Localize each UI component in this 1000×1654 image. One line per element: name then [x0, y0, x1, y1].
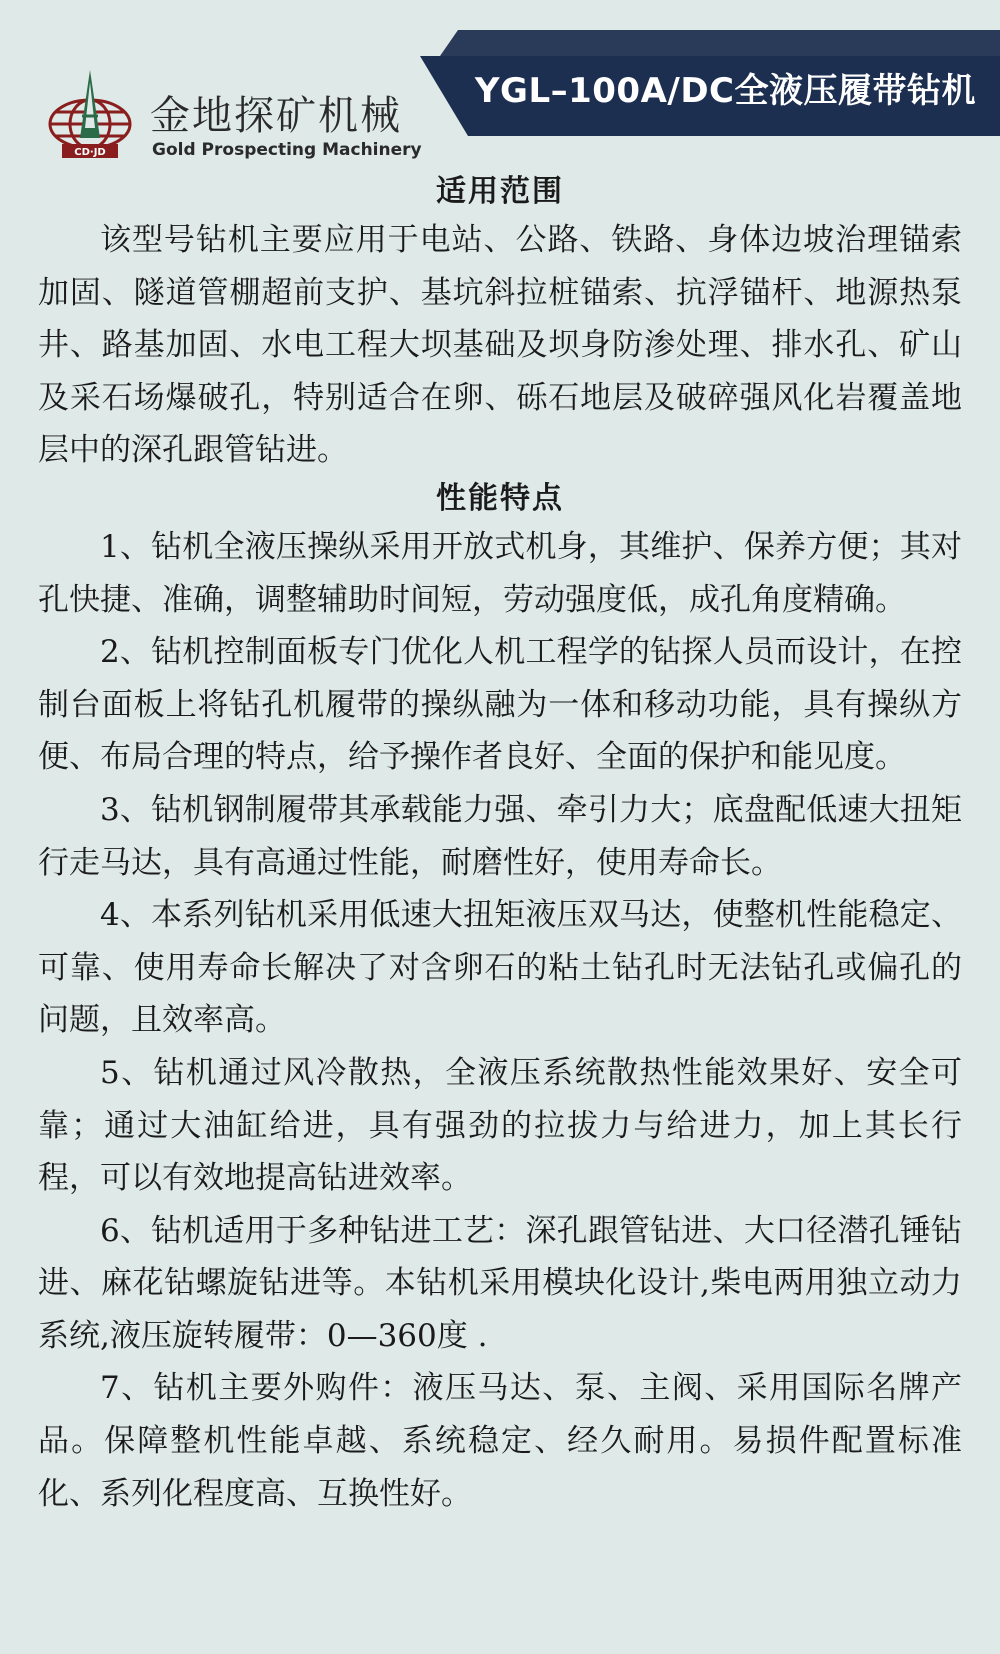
product-title: YGL–100A/DC全液压履带钻机: [474, 71, 976, 111]
company-name-en: Gold Prospecting Machinery: [152, 140, 422, 160]
paragraph: 该型号钻机主要应用于电站、公路、铁路、身体边坡治理锚索加固、隧道管棚超前支护、基坑斜拉桩锚索、抗浮锚杆、地源热泵井、路基加固、水电工程大坝基础及坝身防渗处理、排水孔、矿山及采石场爆破孔，特别适合在卵、砾石地层及破碎强风化岩覆盖地层中的深孔跟管钻进。: [38, 222, 962, 469]
logo-text: CD·JD: [74, 147, 106, 158]
paragraph: 6、钻机适用于多种钻进工艺：深孔跟管钻进、大口径潜孔锤钻进、麻花钻螺旋钻进等。本钻机采用模块化设计,柴电两用独立动力系统,液压旋转履带：0—360度 .: [38, 1212, 962, 1354]
paragraph: 2、钻机控制面板专门优化人机工程学的钻探人员而设计，在控制台面板上将钻孔机履带的操纵融为一体和移动功能，具有操纵方便、布局合理的特点，给予操作者良好、全面的保护和能见度。: [38, 634, 962, 776]
company-name-cn: 金地探矿机械: [150, 93, 402, 139]
paragraph: 5、钻机通过风冷散热，全液压系统散热性能效果好、安全可靠；通过大油缸给进，具有强劲的拉拔力与给进力，加上其长行程，可以有效地提高钻进效率。: [38, 1054, 962, 1197]
section-application-scope: [38, 170, 962, 477]
banner-accent: [440, 30, 1000, 56]
header: [0, 0, 1000, 160]
section-performance-features: [38, 477, 962, 1520]
section-title: 性能特点: [436, 480, 564, 516]
paragraph: 3、钻机钢制履带其承载能力强、牵引力大；底盘配低速大扭矩行走马达，具有高通过性能，耐磨性好，使用寿命长。: [38, 791, 962, 881]
paragraph: 7、钻机主要外购件：液压马达、泵、主阀、采用国际名牌产品。保障整机性能卓越、系统稳定、经久耐用。易损件配置标准化、系列化程度高、互换性好。: [38, 1370, 962, 1512]
company-logo-icon: [40, 66, 140, 166]
paragraph: 4、本系列钻机采用低速大扭矩液压双马达，使整机性能稳定、可靠、使用寿命长解决了对含卵石的粘土钻孔时无法钻孔或偏孔的问题，且效率高。: [38, 897, 962, 1039]
document-body: [38, 170, 962, 1520]
section-title: 适用范围: [436, 174, 564, 209]
paragraph: 1、钻机全液压操纵采用开放式机身，其维护、保养方便；其对孔快捷、准确，调整辅助时间短，劳动强度低，成孔角度精确。: [38, 528, 962, 618]
